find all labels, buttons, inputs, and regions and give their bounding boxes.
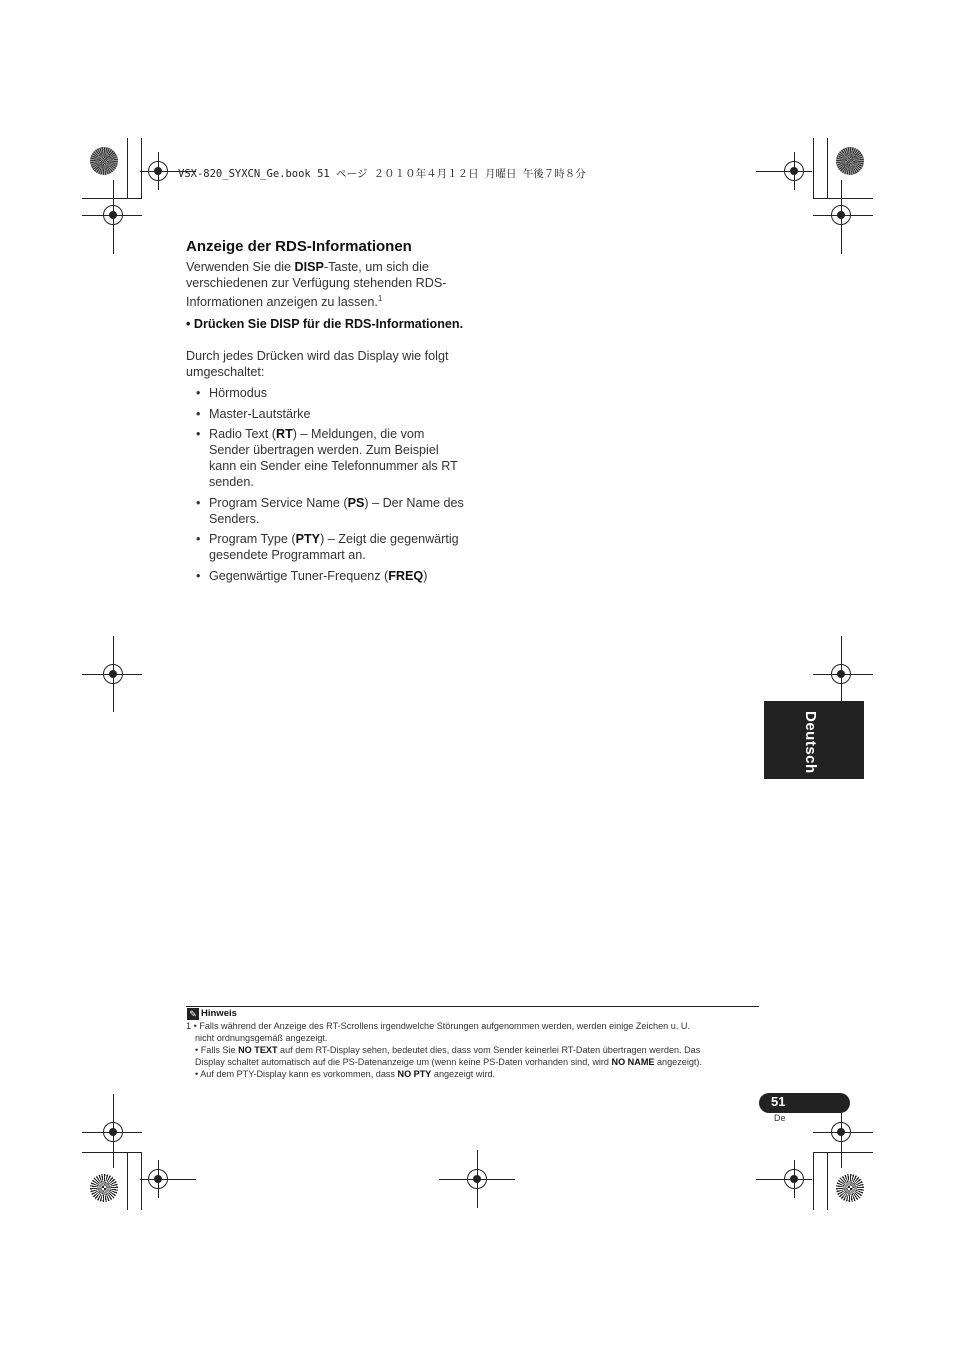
display-mode-list xyxy=(196,385,466,588)
list-item: • Program Service Name (PS) – Der Name des Senders. xyxy=(196,495,466,527)
list-item: • Program Type (PTY) – Zeigt die gegenwärtig gesendete Programmart an. xyxy=(196,531,466,563)
list-item: • Hörmodus xyxy=(196,385,466,401)
footnote-line: • Auf dem PTY-Display kann es vorkommen, dass NO PTY angezeigt wird. xyxy=(195,1069,496,1079)
step-description: Durch jedes Drücken wird das Display wie folgt umgeschaltet: xyxy=(186,349,449,379)
list-item: • Gegenwärtige Tuner-Frequenz (FREQ) xyxy=(196,568,466,584)
page-number: 51 xyxy=(771,1094,786,1109)
footnote-line: nicht ordnungsgemäß angezeigt. xyxy=(195,1033,328,1043)
hint-label: Hinweis xyxy=(201,1008,237,1019)
registration-star-icon xyxy=(836,1174,864,1202)
footnote-line: 1 • Falls während der Anzeige des RT-Scrollens irgendwelche Störungen aufgenommen werden, werden einige Zeichen u. U. xyxy=(186,1021,690,1031)
print-file-info: VSX-820_SYXCN_Ge.book 51 ページ ２０１０年４月１２日 月曜日 午後７時８分 xyxy=(178,168,586,180)
footnote-line: • Falls Sie NO TEXT auf dem RT-Display sehen, bedeutet dies, dass vom Sender keinerlei RT-Daten übertragen werden. Das xyxy=(195,1045,701,1055)
registration-star-icon xyxy=(90,1174,118,1202)
step-instruction: • Drücken Sie DISP für die RDS-Informationen. xyxy=(186,317,464,331)
footnote-ref: 1 xyxy=(377,294,383,303)
registration-star-icon xyxy=(836,147,864,175)
language-tab xyxy=(764,701,864,779)
pencil-note-icon: ✎ xyxy=(187,1008,199,1020)
intro-paragraph: Verwenden Sie die DISP-Taste, um sich die verschiedenen zur Verfügung stehenden RDS-Informationen anzeigen zu lassen.$^1$ xyxy=(186,260,447,310)
list-item: • Radio Text (RT) – Meldungen, die vom Sender übertragen werden. Zum Beispiel kann ein Sender eine Telefonnummer als RT senden. xyxy=(196,426,466,490)
footnote-line: Display schaltet automatisch auf die PS-Datenanzeige um (wenn keine PS-Daten vorhanden sind, wird NO NAME angezeigt). xyxy=(195,1057,702,1067)
registration-star-icon xyxy=(90,147,118,175)
language-tab-label: Deutsch xyxy=(802,711,819,774)
list-item: • Master-Lautstärke xyxy=(196,406,466,422)
footnote-divider xyxy=(186,1006,759,1007)
section-title: Anzeige der RDS-Informationen xyxy=(186,238,412,255)
page-language: De xyxy=(774,1113,786,1123)
